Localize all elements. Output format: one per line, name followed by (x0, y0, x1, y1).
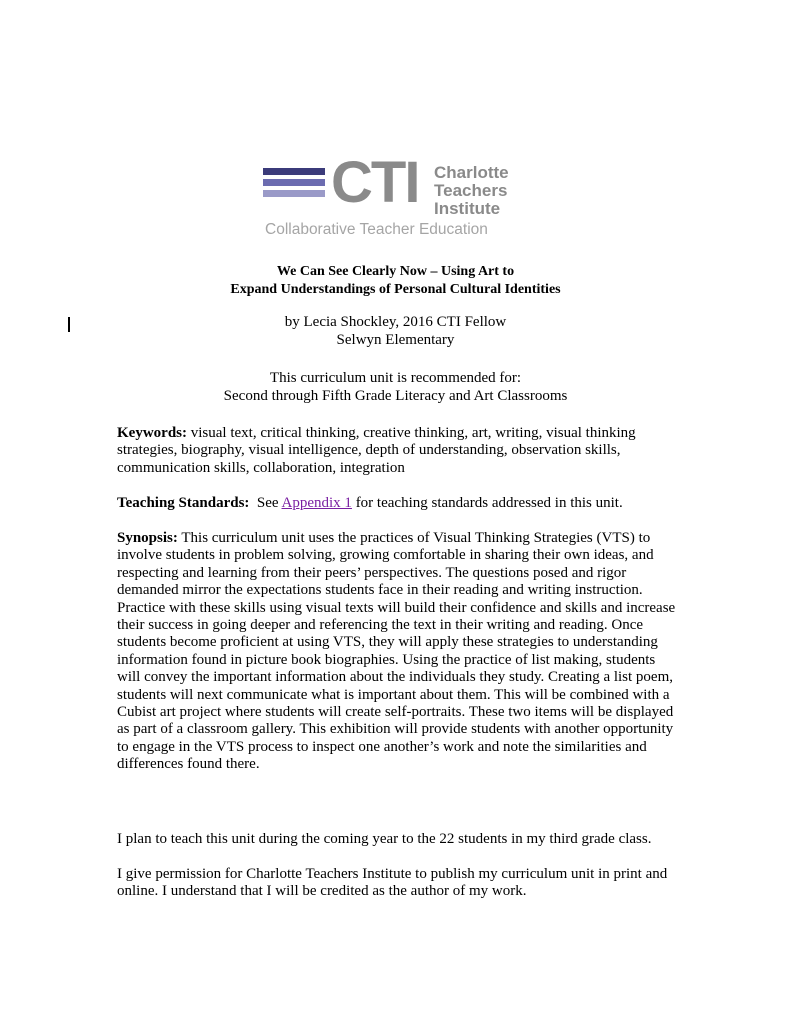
recommendation (0, 369, 791, 405)
keywords-label: Keywords: (117, 425, 187, 441)
unit-title (0, 263, 791, 299)
plan-paragraph: I plan to teach this unit during the coming year to the 22 students in my third grade class. (117, 831, 652, 847)
synopsis-paragraph (117, 530, 677, 774)
appendix-link[interactable]: Appendix 1 (281, 495, 352, 511)
logo-name-line: Institute (434, 199, 501, 218)
keywords-paragraph (117, 425, 677, 477)
logo-name-line: Teachers (434, 181, 508, 200)
logo-tagline: Collaborative Teacher Education (265, 221, 488, 238)
synopsis-label: Synopsis: (117, 530, 178, 546)
logo-bar (263, 168, 325, 175)
logo-name-line: Charlotte (434, 163, 509, 182)
standards-label: Teaching Standards: (117, 495, 250, 511)
title-line-1: We Can See Clearly Now – Using Art to (276, 264, 515, 279)
standards-paragraph (117, 495, 677, 512)
author-line: by Lecia Shockley, 2016 CTI Fellow (284, 314, 507, 330)
synopsis-text: This curriculum unit uses the practices of Visual Thinking Strategies (VTS) to involve students in problem solving, growing comfortable in sharing their own ideas, and respecting and learning from their peers’ perspectives. The questions posed and rigor demanded mirror the expectations students face in their reading and writing instruction. Practice with these skills using visual texts will build their confidence and skills and increase their success in going deeper and referencing the text in their writing and reading. Once students become proficient at using VTS, they will apply these strategies to understanding information found in picture book biographies. Using the practice of list making, students will convey the important information about the individuals they study. Creating a list poem, students will next communicate what is important about them. This will be combined with a Cubist art project where students will create self-portraits. These two items will be displayed as part of a classroom gallery. This exhibition will provide students with another opportunity to engage in the VTS process to inspect one another’s work and note the similarities and differences found there. (117, 530, 676, 773)
logo-bar (263, 179, 325, 186)
recommendation-line-2: Second through Fifth Grade Literacy and Art Classrooms (223, 388, 568, 404)
school-line: Selwyn Elementary (336, 332, 455, 348)
title-line-2: Expand Understandings of Personal Cultural Identities (230, 282, 561, 297)
logo-bar (263, 190, 325, 197)
logo-bars (263, 168, 325, 201)
logo-name (434, 164, 509, 218)
permission-paragraph: I give permission for Charlotte Teachers Institute to publish my curriculum unit in print and online. I understand that I will be credited as the author of my work. (117, 866, 668, 900)
keywords-text: visual text, critical thinking, creative thinking, art, writing, visual thinking strategies, biography, visual intelligence, depth of understanding, observation skills, communication skills, collaboration, integration (117, 425, 636, 476)
byline (0, 313, 791, 349)
logo-acronym: CTI (331, 150, 419, 215)
recommendation-line-1: This curriculum unit is recommended for: (269, 370, 522, 386)
standards-pre: See (256, 495, 279, 511)
cti-logo (263, 150, 533, 242)
standards-post: for teaching standards addressed in this unit. (355, 495, 623, 511)
